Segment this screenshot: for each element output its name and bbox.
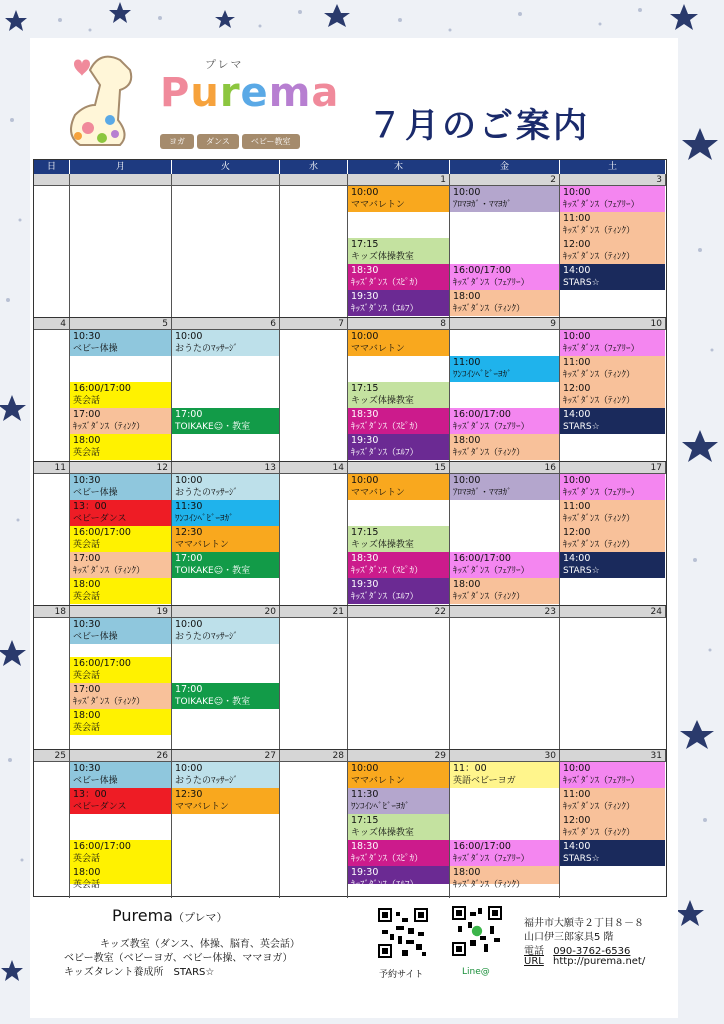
event-name: ｷｯｽﾞﾀﾞﾝｽ（ﾌｪｱﾘｰ） — [453, 422, 530, 432]
event-name: TOIKAKE☺・教室 — [175, 697, 251, 707]
logo-kana: プレマ — [205, 58, 244, 71]
day-number: 7 — [280, 318, 348, 330]
event-block[interactable] — [348, 552, 449, 578]
event-time: 19:30 — [351, 291, 379, 302]
event-block[interactable] — [348, 408, 449, 434]
event-time: 10:00 — [175, 763, 203, 774]
day-number: 24 — [560, 606, 666, 618]
event-block[interactable] — [348, 578, 449, 604]
event-name: ｷｯｽﾞﾀﾞﾝｽ（ﾃｨﾝｸ） — [453, 448, 526, 458]
event-name: ｷｯｽﾞﾀﾞﾝｽ（ﾃｨﾝｸ） — [73, 566, 146, 576]
event-block[interactable] — [172, 683, 279, 709]
event-name: 英会話 — [73, 723, 101, 733]
event-time: 10:00 — [563, 475, 591, 486]
event-name: ベビー体操 — [73, 488, 118, 498]
event-time: 14:00 — [563, 409, 591, 420]
event-time: 11:00 — [453, 357, 481, 368]
event-block[interactable] — [70, 330, 171, 356]
event-block[interactable] — [172, 618, 279, 644]
event-block[interactable] — [560, 474, 665, 500]
weekday-mon: 月 — [70, 160, 172, 174]
address-line-1: 福井市大願寺２丁目８－８ — [524, 918, 644, 929]
day-number: 9 — [450, 318, 560, 330]
event-block[interactable] — [450, 356, 559, 382]
event-time: 12:00 — [563, 239, 591, 250]
day-number: 10 — [560, 318, 666, 330]
event-time: 16:00/17:00 — [73, 383, 131, 394]
event-block[interactable] — [560, 382, 665, 408]
event-block[interactable] — [70, 840, 171, 866]
event-name: ベビーダンス — [73, 514, 127, 524]
event-time: 18:00 — [73, 867, 101, 878]
event-time: 13：00 — [73, 789, 107, 800]
event-block[interactable] — [172, 788, 279, 814]
event-name: ｷｯｽﾞﾀﾞﾝｽ（ｴﾙﾌ） — [351, 592, 419, 602]
event-block[interactable] — [70, 618, 171, 644]
event-block[interactable] — [70, 408, 171, 434]
event-name: STARS☆ — [563, 854, 600, 864]
event-name: 英会話 — [73, 396, 101, 406]
event-time: 12:00 — [563, 815, 591, 826]
phone-line — [524, 942, 630, 957]
day-number: 20 — [172, 606, 280, 618]
line-qr-label: Line@ — [462, 967, 490, 977]
event-time: 10:00 — [351, 475, 379, 486]
event-block[interactable] — [70, 866, 171, 890]
event-name: ｷｯｽﾞﾀﾞﾝｽ（ﾃｨﾝｸ） — [563, 396, 636, 406]
event-time: 10:00 — [563, 187, 591, 198]
event-block[interactable] — [70, 474, 171, 500]
event-block[interactable] — [172, 330, 279, 356]
event-time: 17:00 — [73, 553, 101, 564]
event-block[interactable] — [70, 578, 171, 604]
event-time: 10:00 — [563, 331, 591, 342]
event-name: ｷｯｽﾞﾀﾞﾝｽ（ｽﾋﾟｶ） — [351, 422, 424, 432]
event-name: ｷｯｽﾞﾀﾞﾝｽ（ｴﾙﾌ） — [351, 304, 419, 314]
event-name: ｷｯｽﾞﾀﾞﾝｽ（ﾃｨﾝｸ） — [453, 592, 526, 602]
footer-line-baby: ベビー教室（ベビーヨガ、ベビー体操、ママヨガ） — [64, 953, 293, 964]
event-time: 17:00 — [175, 553, 203, 564]
event-time: 18:30 — [351, 841, 379, 852]
event-name: キッズ体操教室 — [351, 252, 414, 262]
event-block[interactable] — [348, 762, 449, 788]
event-name: ｷｯｽﾞﾀﾞﾝｽ（ﾃｨﾝｸ） — [73, 697, 146, 707]
event-block[interactable] — [560, 762, 665, 788]
line-qr-code-icon[interactable] — [452, 906, 502, 956]
day-number — [172, 174, 280, 186]
event-block[interactable] — [172, 474, 279, 500]
day-number: 22 — [348, 606, 450, 618]
event-name: ﾜﾝｺｲﾝﾍﾞﾋﾞｰﾖｶﾞ — [453, 370, 512, 380]
event-name: ベビー体操 — [73, 344, 118, 354]
event-name: 英会話 — [73, 671, 101, 681]
event-name: 英会話 — [73, 854, 101, 864]
event-block[interactable] — [450, 866, 559, 890]
event-time: 12:30 — [175, 527, 203, 538]
day-number: 28 — [280, 750, 348, 762]
event-name: キッズ体操教室 — [351, 540, 414, 550]
phone-number[interactable]: 090-3762-6536 — [553, 946, 631, 957]
event-block[interactable] — [560, 264, 665, 290]
event-block[interactable] — [70, 788, 171, 814]
url-label: URL — [524, 956, 544, 967]
event-block[interactable] — [70, 434, 171, 460]
event-time: 11:00 — [563, 213, 591, 224]
event-time: 16:00/17:00 — [73, 658, 131, 669]
event-block[interactable] — [70, 657, 171, 683]
event-time: 17:15 — [351, 239, 379, 250]
event-block[interactable] — [172, 500, 279, 526]
day-number: 14 — [280, 462, 348, 474]
event-name: STARS☆ — [563, 566, 600, 576]
event-name: ママバレトン — [351, 488, 405, 498]
event-time: 10:00 — [351, 331, 379, 342]
event-time: 14:00 — [563, 553, 591, 564]
event-time: 10:00 — [453, 187, 481, 198]
event-name: ｷｯｽﾞﾀﾞﾝｽ（ﾃｨﾝｸ） — [73, 422, 146, 432]
event-block[interactable] — [450, 552, 559, 578]
event-block[interactable] — [450, 434, 559, 460]
event-time: 18:30 — [351, 409, 379, 420]
event-time: 10:00 — [351, 187, 379, 198]
event-block[interactable] — [348, 238, 449, 264]
event-name: STARS☆ — [563, 422, 600, 432]
event-time: 16:00/17:00 — [453, 265, 511, 276]
event-time: 13：00 — [73, 501, 107, 512]
event-block[interactable] — [450, 762, 559, 788]
event-time: 18:00 — [73, 579, 101, 590]
footer-brand: Purema（プレマ） — [112, 906, 228, 925]
day-number: 18 — [34, 606, 70, 618]
event-time: 10:00 — [453, 475, 481, 486]
event-time: 10:30 — [73, 475, 101, 486]
event-block[interactable] — [560, 552, 665, 578]
day-number: 13 — [172, 462, 280, 474]
event-block[interactable] — [70, 762, 171, 788]
event-block[interactable] — [348, 474, 449, 500]
event-time: 19:30 — [351, 867, 379, 878]
event-time: 18:00 — [453, 435, 481, 446]
giraffe-mascot-icon — [60, 50, 150, 150]
logo-tags — [160, 134, 300, 149]
event-block[interactable] — [348, 526, 449, 552]
tag-baby: ベビー教室 — [242, 134, 300, 149]
event-name: ママバレトン — [175, 802, 229, 812]
day-number: 31 — [560, 750, 666, 762]
weekday-sun: 日 — [34, 160, 70, 174]
event-block[interactable] — [560, 408, 665, 434]
event-name: おうたのﾏｯｻｰｼﾞ — [175, 344, 239, 354]
calendar — [33, 159, 667, 897]
event-time: 14:00 — [563, 265, 591, 276]
event-block[interactable] — [172, 762, 279, 788]
address-line-2: 山口伊三郎家具5 階 — [524, 932, 614, 943]
event-block[interactable] — [348, 866, 449, 890]
event-block[interactable] — [560, 212, 665, 238]
event-name: 英会話 — [73, 880, 101, 890]
event-time: 11:30 — [175, 501, 203, 512]
event-block[interactable] — [348, 814, 449, 840]
website-link[interactable]: http://purema.net/ — [553, 956, 646, 967]
event-name: ｱﾛﾏﾖｶﾞ・ﾏﾏﾖｶﾞ — [453, 488, 512, 498]
event-block[interactable] — [348, 264, 449, 290]
weekday-sat: 土 — [560, 160, 666, 174]
footer-line-kids: キッズ教室（ダンス、体操、脳育、英会話） — [100, 939, 300, 950]
event-time: 12:00 — [563, 383, 591, 394]
event-name: ママバレトン — [351, 776, 405, 786]
day-number — [34, 174, 70, 186]
event-time: 12:00 — [563, 527, 591, 538]
event-block[interactable] — [70, 552, 171, 578]
day-number: 27 — [172, 750, 280, 762]
event-name: ｷｯｽﾞﾀﾞﾝｽ（ﾌｪｱﾘｰ） — [563, 488, 640, 498]
event-name: おうたのﾏｯｻｰｼﾞ — [175, 632, 239, 642]
event-time: 17:15 — [351, 815, 379, 826]
event-time: 16:00/17:00 — [73, 841, 131, 852]
event-block[interactable] — [560, 788, 665, 814]
event-name: ｷｯｽﾞﾀﾞﾝｽ（ﾌｪｱﾘｰ） — [453, 854, 530, 864]
event-name: おうたのﾏｯｻｰｼﾞ — [175, 488, 239, 498]
event-name: ママバレトン — [351, 200, 405, 210]
event-time: 17:15 — [351, 527, 379, 538]
day-number: 26 — [70, 750, 172, 762]
event-time: 10:00 — [351, 763, 379, 774]
event-name: ｷｯｽﾞﾀﾞﾝｽ（ｴﾙﾌ） — [351, 880, 419, 890]
event-time: 18:30 — [351, 553, 379, 564]
event-name: 英会話 — [73, 540, 101, 550]
event-block[interactable] — [172, 408, 279, 434]
day-number: 29 — [348, 750, 450, 762]
day-number: 16 — [450, 462, 560, 474]
event-block[interactable] — [450, 186, 559, 212]
event-time: 10:00 — [175, 331, 203, 342]
event-name: ｷｯｽﾞﾀﾞﾝｽ（ﾃｨﾝｸ） — [563, 802, 636, 812]
tag-dance: ダンス — [197, 134, 239, 149]
event-name: ｷｯｽﾞﾀﾞﾝｽ（ﾌｪｱﾘｰ） — [563, 344, 640, 354]
weekday-tue: 火 — [172, 160, 280, 174]
event-time: 17:00 — [73, 684, 101, 695]
event-name: キッズ体操教室 — [351, 396, 414, 406]
reservation-qr-label: 予約サイト — [379, 970, 424, 980]
event-name: 英会話 — [73, 448, 101, 458]
event-block[interactable] — [450, 290, 559, 316]
event-block[interactable] — [70, 382, 171, 408]
day-number: 15 — [348, 462, 450, 474]
event-name: ｷｯｽﾞﾀﾞﾝｽ（ﾃｨﾝｸ） — [563, 514, 636, 524]
event-time: 19:30 — [351, 579, 379, 590]
event-time: 18:00 — [453, 867, 481, 878]
event-block[interactable] — [560, 186, 665, 212]
event-block[interactable] — [348, 330, 449, 356]
event-time: 12:30 — [175, 789, 203, 800]
event-block[interactable] — [560, 500, 665, 526]
phone-label: 電話 — [524, 946, 544, 957]
day-number — [280, 174, 348, 186]
event-block[interactable] — [450, 264, 559, 290]
day-number: 5 — [70, 318, 172, 330]
event-name: TOIKAKE☺・教室 — [175, 422, 251, 432]
event-name: ｷｯｽﾞﾀﾞﾝｽ（ｽﾋﾟｶ） — [351, 566, 424, 576]
event-time: 10:30 — [73, 763, 101, 774]
event-name: ｷｯｽﾞﾀﾞﾝｽ（ﾃｨﾝｸ） — [563, 226, 636, 236]
day-number: 6 — [172, 318, 280, 330]
event-block[interactable] — [560, 526, 665, 552]
event-block[interactable] — [450, 408, 559, 434]
event-time: 10:30 — [73, 619, 101, 630]
event-block[interactable] — [172, 552, 279, 578]
event-time: 16:00/17:00 — [453, 841, 511, 852]
event-time: 17:15 — [351, 383, 379, 394]
grid-vline — [279, 174, 280, 898]
event-name: ｷｯｽﾞﾀﾞﾝｽ（ﾌｪｱﾘｰ） — [563, 200, 640, 210]
day-number: 17 — [560, 462, 666, 474]
event-name: ｷｯｽﾞﾀﾞﾝｽ（ﾃｨﾝｸ） — [453, 304, 526, 314]
day-number — [70, 174, 172, 186]
event-name: 英語ベビーヨガ — [453, 776, 516, 786]
event-block[interactable] — [560, 238, 665, 264]
event-time: 10:00 — [175, 619, 203, 630]
event-block[interactable] — [560, 814, 665, 840]
day-number: 3 — [560, 174, 666, 186]
event-name: ﾜﾝｺｲﾝﾍﾞﾋﾞｰﾖｶﾞ — [351, 802, 410, 812]
event-time: 16:00/17:00 — [453, 409, 511, 420]
event-block[interactable] — [70, 526, 171, 552]
event-name: STARS☆ — [563, 278, 600, 288]
event-block[interactable] — [348, 186, 449, 212]
event-name: ママバレトン — [351, 344, 405, 354]
day-number: 23 — [450, 606, 560, 618]
event-time: 17:00 — [175, 684, 203, 695]
event-time: 10:00 — [175, 475, 203, 486]
event-name: ｷｯｽﾞﾀﾞﾝｽ（ﾌｪｱﾘｰ） — [453, 278, 530, 288]
event-time: 11:00 — [563, 357, 591, 368]
event-name: 英会話 — [73, 592, 101, 602]
event-block[interactable] — [70, 683, 171, 709]
event-block[interactable] — [70, 709, 171, 735]
logo-wordmark: Purema — [160, 70, 340, 116]
event-name: ママバレトン — [175, 540, 229, 550]
event-time: 18:00 — [453, 579, 481, 590]
url-line — [524, 956, 645, 967]
weekday-thu: 木 — [348, 160, 450, 174]
event-time: 11：00 — [453, 763, 487, 774]
event-time: 10:30 — [73, 331, 101, 342]
event-block[interactable] — [348, 788, 449, 814]
event-block[interactable] — [560, 330, 665, 356]
event-block[interactable] — [348, 840, 449, 866]
event-name: ｷｯｽﾞﾀﾞﾝｽ（ﾃｨﾝｸ） — [563, 370, 636, 380]
event-name: ｷｯｽﾞﾀﾞﾝｽ（ﾃｨﾝｸ） — [563, 540, 636, 550]
event-name: ﾜﾝｺｲﾝﾍﾞﾋﾞｰﾖｶﾞ — [175, 514, 234, 524]
event-name: ｷｯｽﾞﾀﾞﾝｽ（ﾌｪｱﾘｰ） — [453, 566, 530, 576]
day-number: 12 — [70, 462, 172, 474]
event-name: ｷｯｽﾞﾀﾞﾝｽ（ﾃｨﾝｸ） — [563, 828, 636, 838]
event-name: ベビー体操 — [73, 776, 118, 786]
weekday-wed: 水 — [280, 160, 348, 174]
day-number: 2 — [450, 174, 560, 186]
event-name: ｷｯｽﾞﾀﾞﾝｽ（ﾌｪｱﾘｰ） — [563, 776, 640, 786]
event-time: 16:00/17:00 — [453, 553, 511, 564]
event-block[interactable] — [450, 578, 559, 604]
event-time: 17:00 — [175, 409, 203, 420]
day-number: 21 — [280, 606, 348, 618]
event-block[interactable] — [348, 434, 449, 460]
event-name: ベビーダンス — [73, 802, 127, 812]
event-time: 11:00 — [563, 501, 591, 512]
event-name: キッズ体操教室 — [351, 828, 414, 838]
event-name: ベビー体操 — [73, 632, 118, 642]
tag-yoga: ヨガ — [160, 134, 194, 149]
event-time: 18:00 — [453, 291, 481, 302]
day-number: 25 — [34, 750, 70, 762]
footer-line-stars: キッズタレント養成所 STARS☆ — [64, 967, 215, 978]
event-name: ｷｯｽﾞﾀﾞﾝｽ（ｽﾋﾟｶ） — [351, 278, 424, 288]
reservation-qr-code-icon[interactable] — [378, 908, 428, 958]
event-name: おうたのﾏｯｻｰｼﾞ — [175, 776, 239, 786]
event-name: ｱﾛﾏﾖｶﾞ・ﾏﾏﾖｶﾞ — [453, 200, 512, 210]
event-name: ｷｯｽﾞﾀﾞﾝｽ（ｽﾋﾟｶ） — [351, 854, 424, 864]
event-time: 14:00 — [563, 841, 591, 852]
event-block[interactable] — [348, 382, 449, 408]
day-number: 1 — [348, 174, 450, 186]
event-block[interactable] — [70, 500, 171, 526]
event-block[interactable] — [560, 356, 665, 382]
event-name: ｷｯｽﾞﾀﾞﾝｽ（ﾃｨﾝｸ） — [563, 252, 636, 262]
event-block[interactable] — [450, 840, 559, 866]
event-block[interactable] — [450, 474, 559, 500]
day-number: 8 — [348, 318, 450, 330]
day-number: 30 — [450, 750, 560, 762]
event-time: 11:00 — [563, 789, 591, 800]
event-time: 19:30 — [351, 435, 379, 446]
event-time: 18:30 — [351, 265, 379, 276]
event-time: 16:00/17:00 — [73, 527, 131, 538]
event-name: ｷｯｽﾞﾀﾞﾝｽ（ｴﾙﾌ） — [351, 448, 419, 458]
day-number: 11 — [34, 462, 70, 474]
event-time: 11:30 — [351, 789, 379, 800]
event-name: ｷｯｽﾞﾀﾞﾝｽ（ﾃｨﾝｸ） — [453, 880, 526, 890]
weekday-fri: 金 — [450, 160, 560, 174]
day-number: 19 — [70, 606, 172, 618]
day-number: 4 — [34, 318, 70, 330]
event-block[interactable] — [560, 840, 665, 866]
page-title: ７月のご案内 — [368, 106, 590, 146]
event-name: TOIKAKE☺・教室 — [175, 566, 251, 576]
event-time: 18:00 — [73, 710, 101, 721]
event-block[interactable] — [348, 290, 449, 316]
event-block[interactable] — [172, 526, 279, 552]
event-time: 10:00 — [563, 763, 591, 774]
event-time: 18:00 — [73, 435, 101, 446]
event-time: 17:00 — [73, 409, 101, 420]
